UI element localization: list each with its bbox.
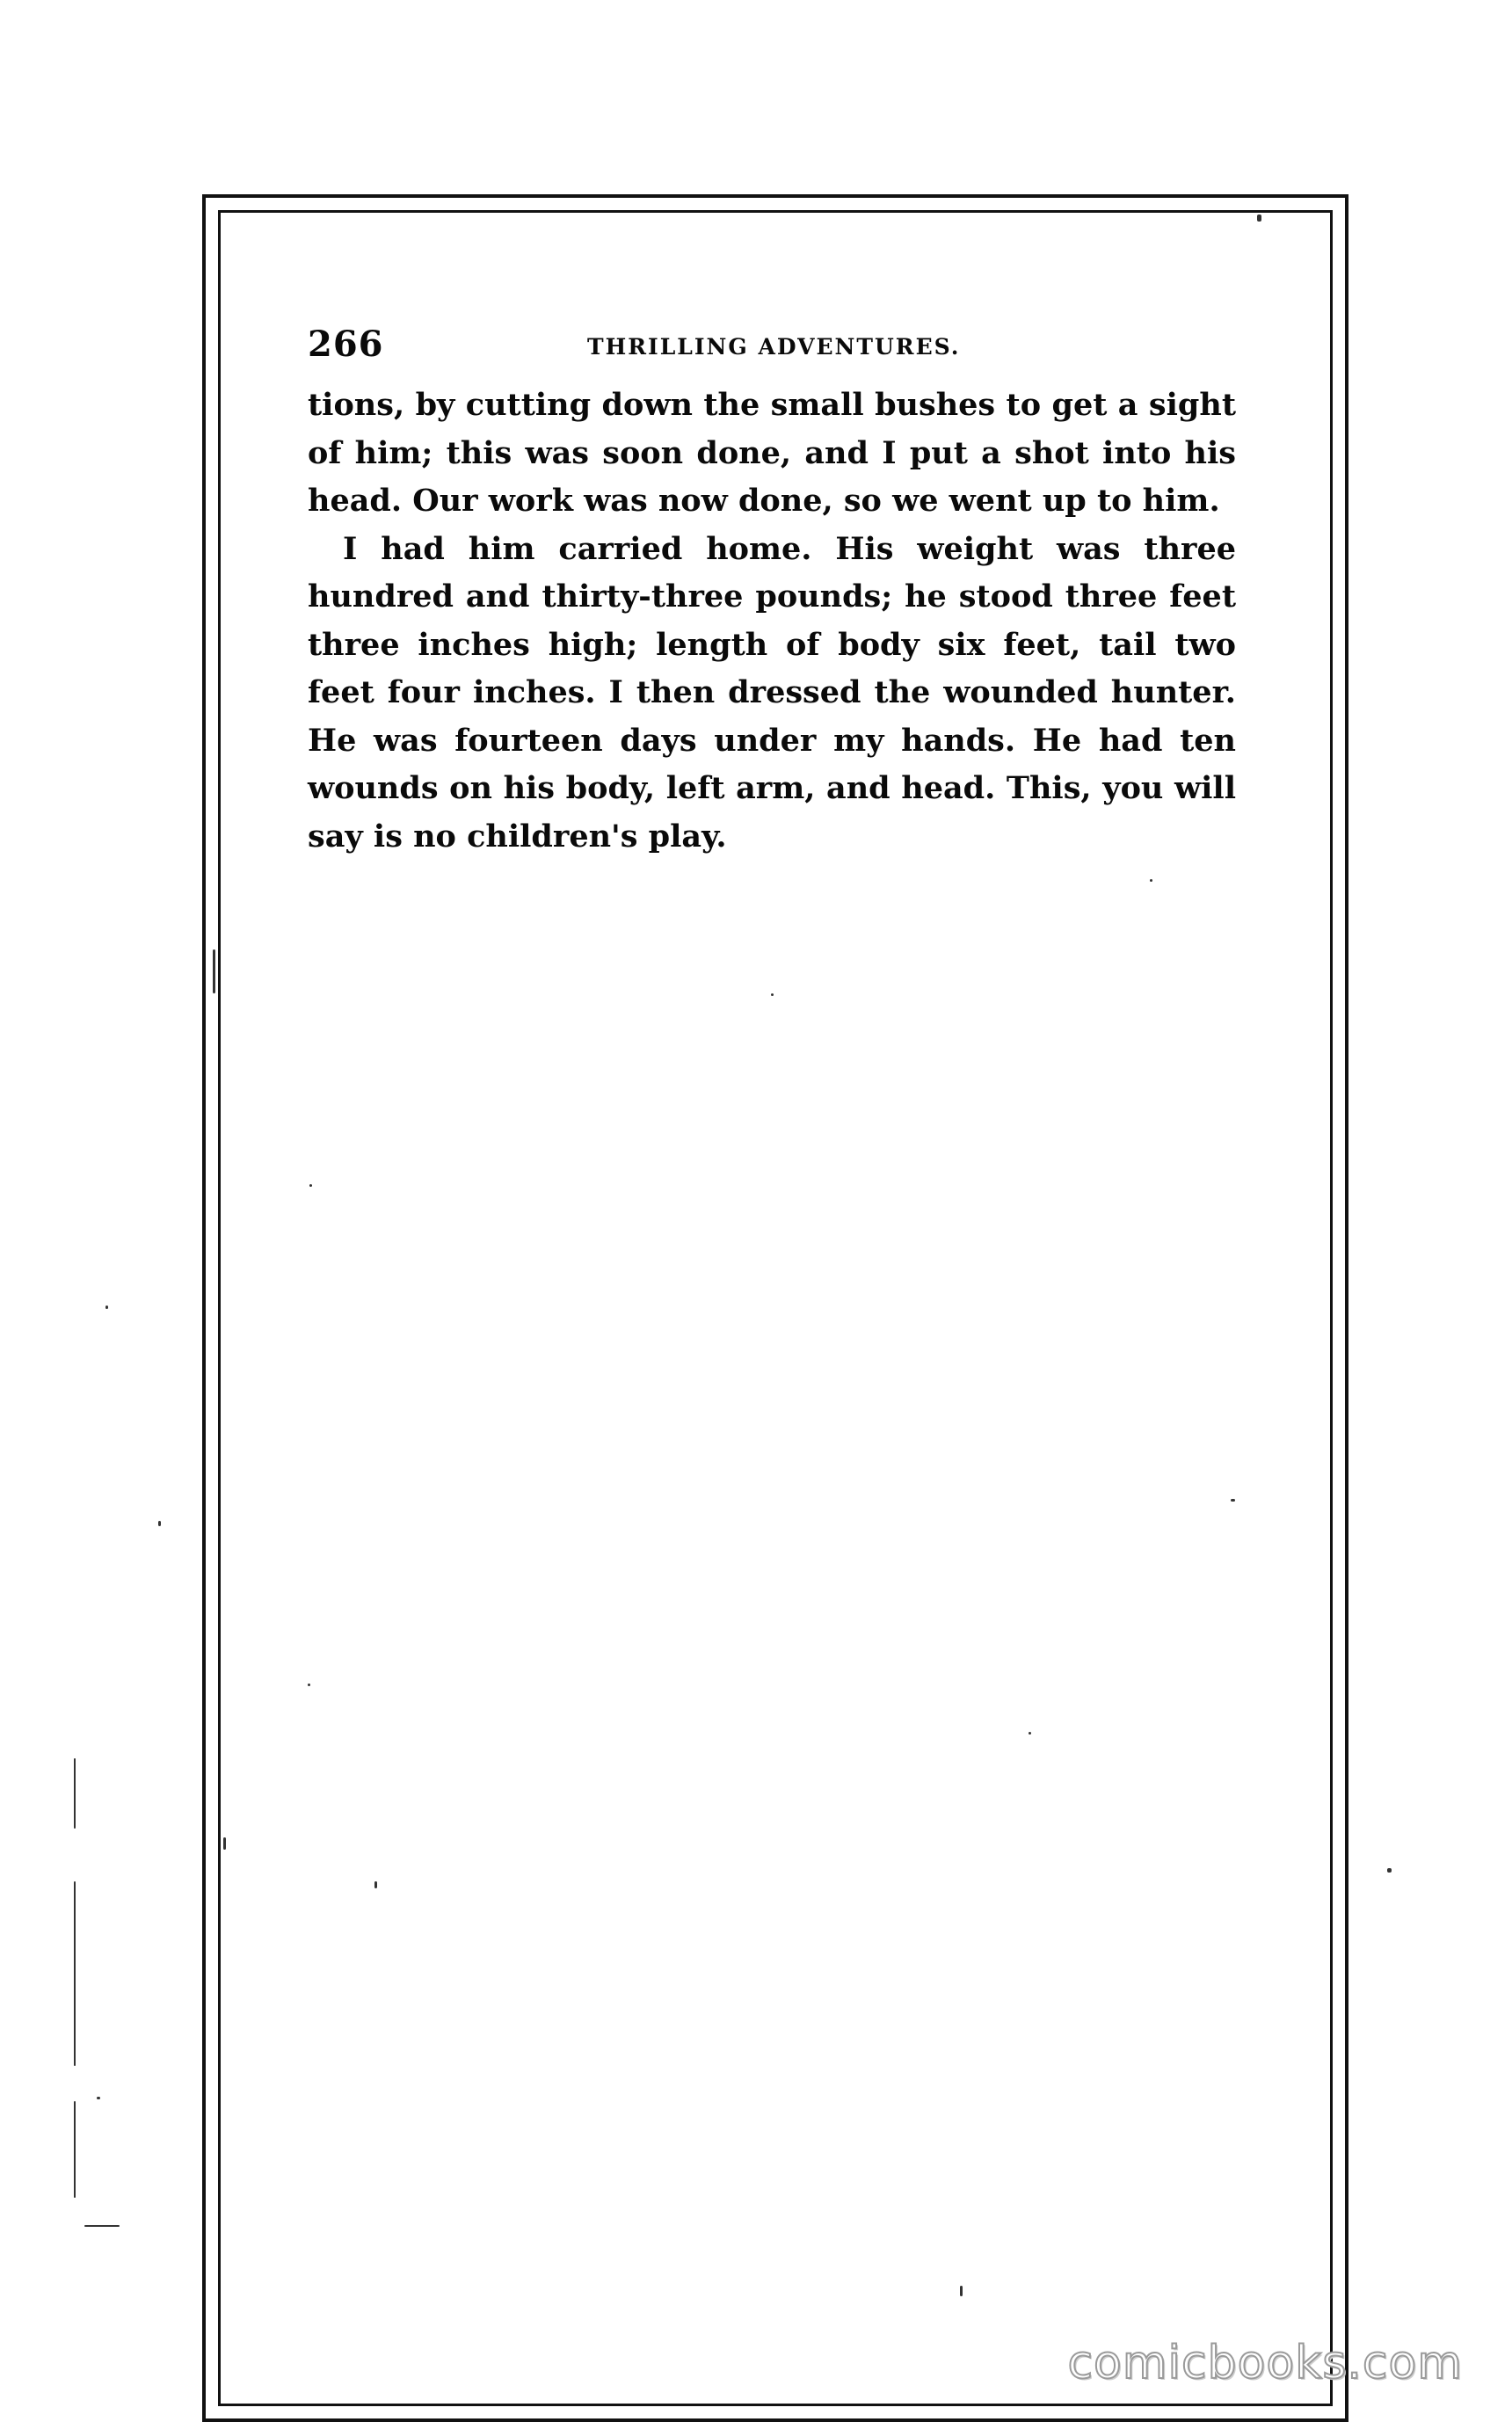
watermark: comicbooks.com <box>1067 2337 1463 2389</box>
paragraph: I had him carried home. His weight was three hundred and thirty-three pounds; he stood three feet three inches high; length of body six feet, tail two feet four inches. I then dressed the wounded hunter. He was fourteen days under my hands. He had ten wounds on his body, left arm, and head. This, you will say is no children's play. <box>308 530 1236 855</box>
scan-speck <box>1029 1732 1031 1735</box>
running-title: THRILLING ADVENTURES. <box>587 334 961 360</box>
scan-speck <box>960 2286 963 2296</box>
scan-speck <box>374 1881 377 1888</box>
scan-speck <box>74 2101 76 2198</box>
scan-speck <box>158 1521 161 1526</box>
page-number: 266 <box>308 324 384 365</box>
scan-speck <box>105 1306 108 1309</box>
body-text <box>308 382 1236 861</box>
scan-speck <box>97 2097 100 2099</box>
scan-speck <box>309 1184 312 1187</box>
text-block <box>308 324 1236 861</box>
scan-speck <box>1257 215 1261 222</box>
paragraph-continued: tions, by cutting down the small bushes to get a sight of him; this was soon done, and I put a shot into his head. Our work was now done, so we went up to him. <box>308 387 1236 519</box>
scan-speck <box>1231 1499 1235 1502</box>
scan-speck <box>213 949 215 993</box>
scan-speck <box>1387 1868 1392 1873</box>
scan-speck <box>74 1758 76 1829</box>
running-head <box>308 324 1236 375</box>
scan-speck <box>308 1684 310 1686</box>
scan-speck <box>1150 879 1152 882</box>
scan-speck <box>74 1881 76 2066</box>
scan-speck <box>771 993 774 996</box>
scan-speck <box>84 2225 120 2227</box>
scan-speck <box>223 1837 226 1850</box>
